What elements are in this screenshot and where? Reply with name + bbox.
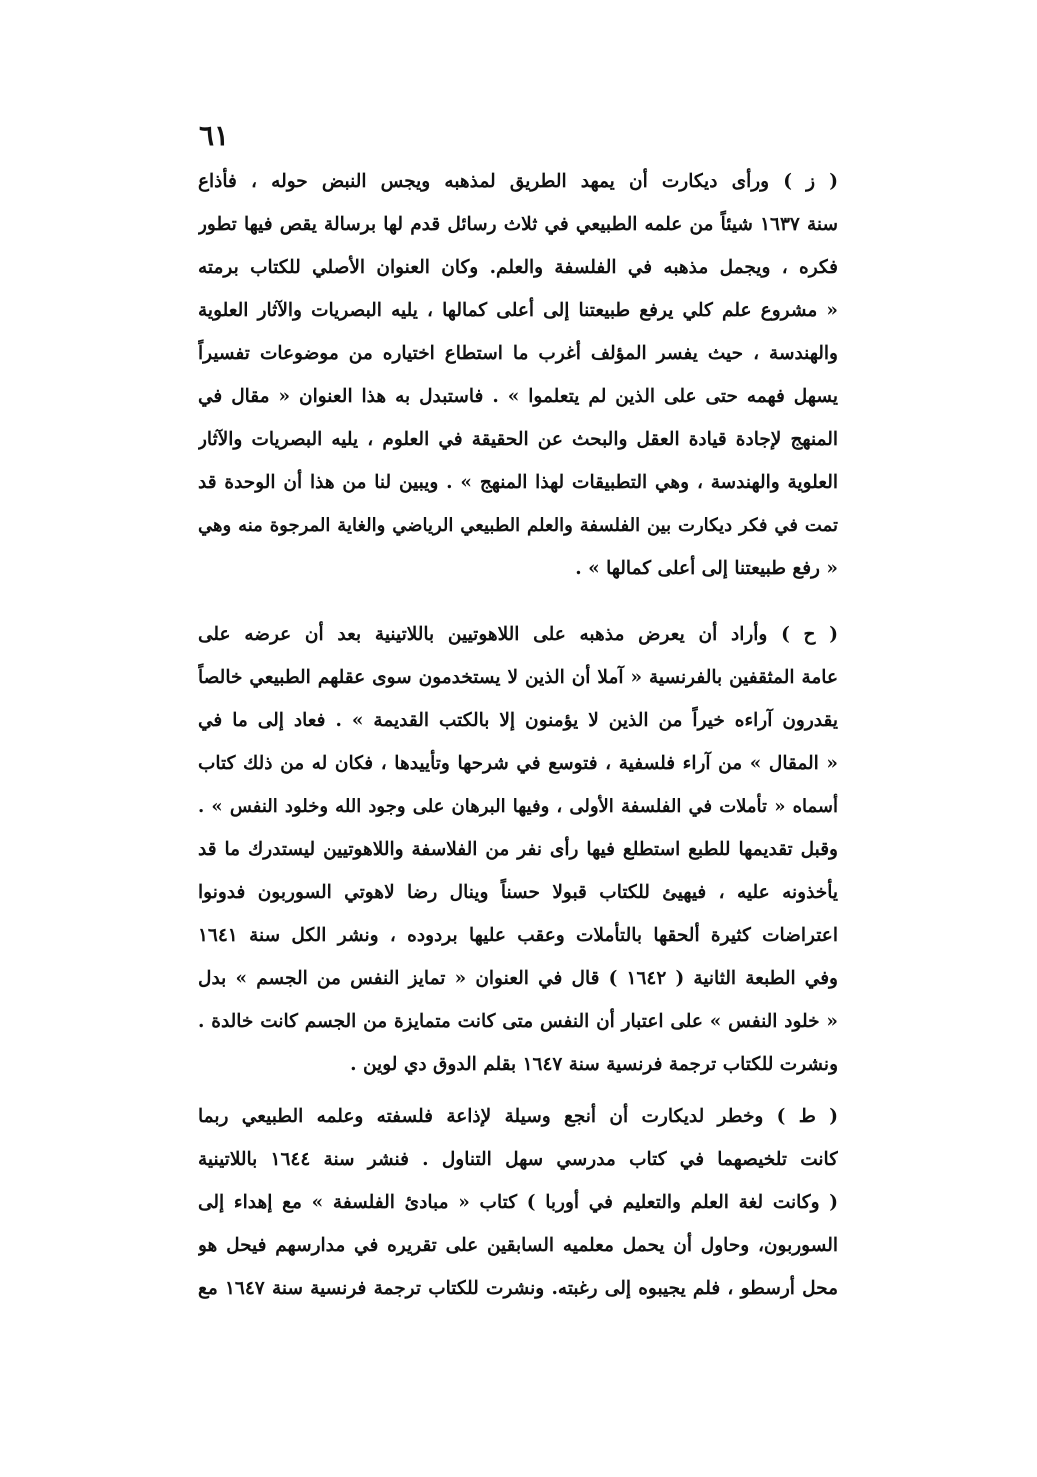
text-line: ( ط ) وخطر لديكارت أن أنجع وسيلة لإذاعة فلسفته وعلمه الطبيعي ربما [198,1106,838,1127]
text-line: السوربون، وحاول أن يحمل معلميه السابقين على تقريره في مدارسهم فيحل هو [198,1235,838,1256]
page-number: ٦١ [199,119,230,152]
text-line: يقدرون آراءه خيراً من الذين لا يؤمنون إلا بالكتب القديمة » . فعاد إلى ما في [198,710,838,731]
text-line: سنة ١٦٣٧ شيئاً من علمه الطبيعي في ثلاث رسائل قدم لها برسالة يقص فيها تطور [198,214,838,235]
text-line: المنهج لإجادة قيادة العقل والبحث عن الحقيقة في العلوم ، يليه البصريات والآثار [198,429,838,450]
text-line: ( ح ) وأراد أن يعرض مذهبه على اللاهوتيين باللاتينية بعد أن عرضه على [198,624,838,645]
text-line: فكره ، ويجمل مذهبه في الفلسفة والعلم. وكان العنوان الأصلي للكتاب برمته [198,257,838,278]
text-line: تمت في فكر ديكارت بين الفلسفة والعلم الطبيعي الرياضي والغاية المرجوة منه وهي [198,515,838,536]
text-line: ونشرت للكتاب ترجمة فرنسية سنة ١٦٤٧ بقلم الدوق دي لوين . [350,1054,838,1075]
text-line: اعتراضات كثيرة ألحقها بالتأملات وعقب عليها بردوده ، ونشر الكل سنة ١٦٤١ [198,925,838,946]
paragraph-z [198,160,838,590]
text-line: يسهل فهمه حتى على الذين لم يتعلموا » . فاستبدل به هذا العنوان « مقال في [198,386,838,407]
text-line: العلوية والهندسة ، وهي التطبيقات لهذا المنهج » . ويبين لنا من هذا أن الوحدة قد [198,472,838,493]
text-line: أسماه « تأملات في الفلسفة الأولى ، وفيها البرهان على وجود الله وخلود النفس » . [198,796,838,817]
text-line: ( وكانت لغة العلم والتعليم في أوربا ) كتاب « مبادئ الفلسفة » مع إهداء إلى [198,1192,838,1213]
paragraph-t [198,1095,838,1310]
text-line: محل أرسطو ، فلم يجيبوه إلى رغبته. ونشرت للكتاب ترجمة فرنسية سنة ١٦٤٧ مع [198,1278,838,1299]
text-line: عامة المثقفين بالفرنسية « آملا أن الذين لا يستخدمون سوى عقلهم الطبيعي خالصاً [198,667,838,688]
text-line: وقبل تقديمها للطبع استطلع فيها رأى نفر من الفلاسفة واللاهوتيين ليستدرك ما قد [198,839,838,860]
text-line: « مشروع علم كلي يرفع طبيعتنا إلى أعلى كمالها ، يليه البصريات والآثار العلوية [198,300,838,321]
text-line: وفي الطبعة الثانية ( ١٦٤٢ ) قال في العنوان « تمايز النفس من الجسم » بدل [198,968,838,989]
text-line: والهندسة ، حيث يفسر المؤلف أغرب ما استطاع اختياره من موضوعات تفسيراً [198,343,838,364]
text-line: يأخذونه عليه ، فيهيئ للكتاب قبولا حسناً وينال رضا لاهوتي السوربون فدونوا [198,882,838,903]
text-line: « المقال » من آراء فلسفية ، فتوسع في شرحها وتأييدها ، فكان له من ذلك كتاب [198,753,838,774]
text-line: « رفع طبيعتنا إلى أعلى كمالها » . [575,558,838,579]
paragraph-h [198,613,838,1086]
text-line: ( ز ) ورأى ديكارت أن يمهد الطريق لمذهبه ويجس النبض حوله ، فأذاع [198,171,838,192]
text-line: كانت تلخيصهما في كتاب مدرسي سهل التناول . فنشر سنة ١٦٤٤ باللاتينية [198,1149,838,1170]
text-line: « خلود النفس » على اعتبار أن النفس متى كانت متمايزة من الجسم كانت خالدة . [198,1011,838,1032]
